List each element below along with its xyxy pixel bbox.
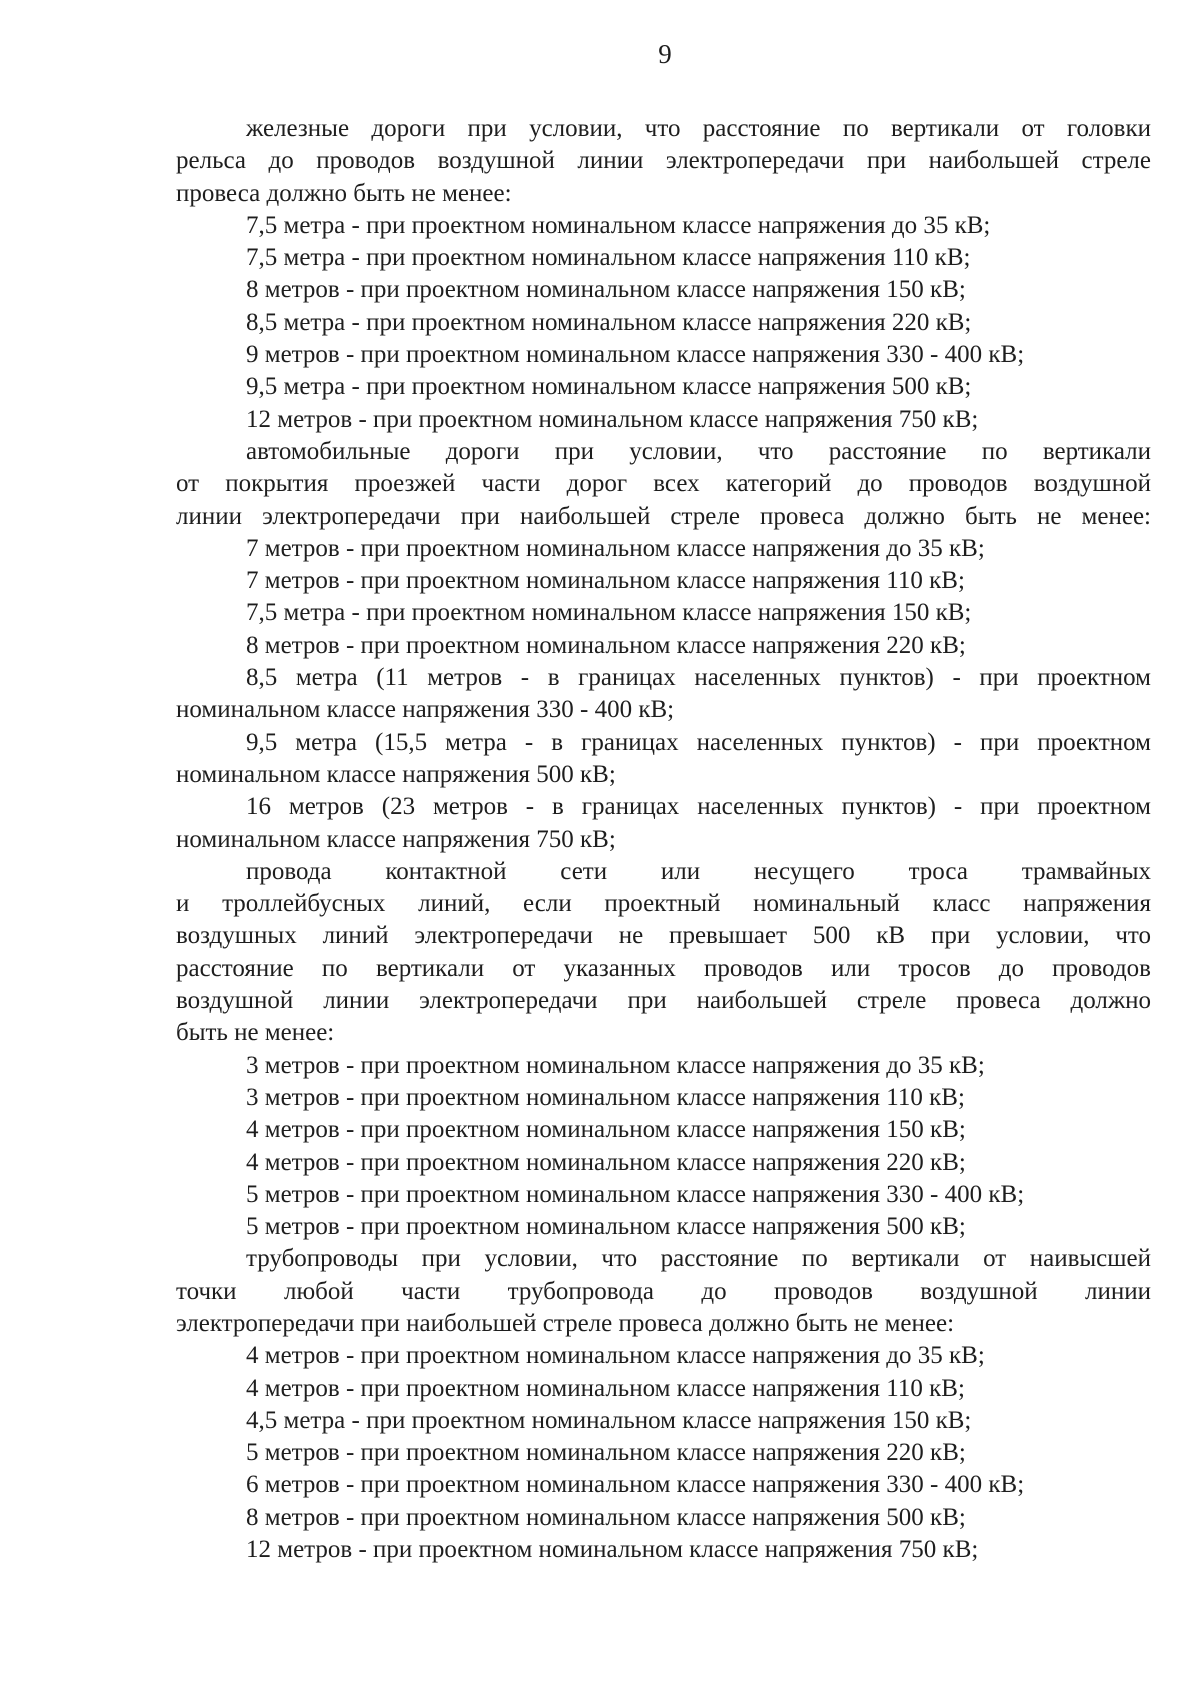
text-line: 9,5 метра - при проектном номинальном классе напряжения 500 кВ; bbox=[246, 373, 972, 401]
text-line: 4 метров - при проектном номинальном классе напряжения до 35 кВ; bbox=[246, 1342, 985, 1370]
text-line: воздушной линии электропередачи при наибольшей стреле провеса должно bbox=[176, 987, 1151, 1015]
text-line: 8 метров - при проектном номинальном классе напряжения 220 кВ; bbox=[246, 631, 966, 659]
text-line: 4,5 метра - при проектном номинальном классе напряжения 150 кВ; bbox=[246, 1406, 972, 1434]
text-line: быть не менее: bbox=[176, 1019, 335, 1047]
text-line: 3 метров - при проектном номинальном классе напряжения 110 кВ; bbox=[246, 1083, 965, 1111]
text-line: номинальном классе напряжения 750 кВ; bbox=[176, 825, 616, 853]
text-line: 9,5 метра (15,5 метра - в границах населенных пунктов) - при проектном bbox=[246, 728, 1151, 756]
page-number: 9 bbox=[658, 39, 672, 69]
text-line: точки любой части трубопровода до проводов воздушной линии bbox=[176, 1277, 1151, 1305]
text-line: электропередачи при наибольшей стреле провеса должно быть не менее: bbox=[176, 1309, 955, 1337]
text-line: 12 метров - при проектном номинальном классе напряжения 750 кВ; bbox=[246, 1536, 979, 1564]
text-line: 5 метров - при проектном номинальном классе напряжения 220 кВ; bbox=[246, 1439, 966, 1467]
text-line: 7,5 метра - при проектном номинальном классе напряжения 110 кВ; bbox=[246, 244, 971, 272]
text-line: 6 метров - при проектном номинальном классе напряжения 330 - 400 кВ; bbox=[246, 1471, 1025, 1499]
text-line: 12 метров - при проектном номинальном классе напряжения 750 кВ; bbox=[246, 405, 979, 433]
text-line: 16 метров (23 метров - в границах населенных пунктов) - при проектном bbox=[246, 793, 1151, 821]
text-line: 7,5 метра - при проектном номинальном классе напряжения 150 кВ; bbox=[246, 599, 972, 627]
text-line: 8 метров - при проектном номинальном классе напряжения 500 кВ; bbox=[246, 1503, 966, 1531]
text-line: 7 метров - при проектном номинальном классе напряжения до 35 кВ; bbox=[246, 534, 985, 562]
text-line: расстояние по вертикали от указанных проводов или тросов до проводов bbox=[176, 954, 1151, 982]
text-line: 7,5 метра - при проектном номинальном классе напряжения до 35 кВ; bbox=[246, 211, 991, 239]
document-body bbox=[176, 113, 1151, 1566]
text-line: 5 метров - при проектном номинальном классе напряжения 500 кВ; bbox=[246, 1213, 966, 1241]
text-line: воздушных линий электропередачи не превышает 500 кВ при условии, что bbox=[176, 922, 1151, 950]
text-line: 5 метров - при проектном номинальном классе напряжения 330 - 400 кВ; bbox=[246, 1180, 1025, 1208]
text-line: 4 метров - при проектном номинальном классе напряжения 220 кВ; bbox=[246, 1148, 966, 1176]
text-line: линии электропередачи при наибольшей стреле провеса должно быть не менее: bbox=[176, 502, 1151, 530]
text-line: 8 метров - при проектном номинальном классе напряжения 150 кВ; bbox=[246, 276, 966, 304]
text-line: провеса должно быть не менее: bbox=[176, 179, 512, 207]
text-line: 8,5 метра - при проектном номинальном классе напряжения 220 кВ; bbox=[246, 308, 972, 336]
text-line: номинальном классе напряжения 500 кВ; bbox=[176, 760, 616, 788]
text-line: 7 метров - при проектном номинальном классе напряжения 110 кВ; bbox=[246, 567, 965, 595]
text-line: трубопроводы при условии, что расстояние по вертикали от наивысшей bbox=[246, 1245, 1151, 1273]
text-line: 4 метров - при проектном номинальном классе напряжения 110 кВ; bbox=[246, 1374, 965, 1402]
text-line: провода контактной сети или несущего троса трамвайных bbox=[246, 857, 1151, 885]
text-line: 3 метров - при проектном номинальном классе напряжения до 35 кВ; bbox=[246, 1051, 985, 1079]
text-line: автомобильные дороги при условии, что расстояние по вертикали bbox=[246, 437, 1151, 465]
text-line: рельса до проводов воздушной линии электропередачи при наибольшей стреле bbox=[176, 147, 1151, 175]
text-line: и троллейбусных линий, если проектный номинальный класс напряжения bbox=[176, 890, 1151, 918]
text-line: от покрытия проезжей части дорог всех категорий до проводов воздушной bbox=[176, 470, 1151, 498]
text-line: номинальном классе напряжения 330 - 400 кВ; bbox=[176, 696, 675, 724]
text-line: 4 метров - при проектном номинальном классе напряжения 150 кВ; bbox=[246, 1116, 966, 1144]
text-line: 8,5 метра (11 метров - в границах населенных пунктов) - при проектном bbox=[246, 664, 1151, 692]
text-line: железные дороги при условии, что расстояние по вертикали от головки bbox=[246, 115, 1151, 142]
text-line: 9 метров - при проектном номинальном классе напряжения 330 - 400 кВ; bbox=[246, 341, 1025, 369]
